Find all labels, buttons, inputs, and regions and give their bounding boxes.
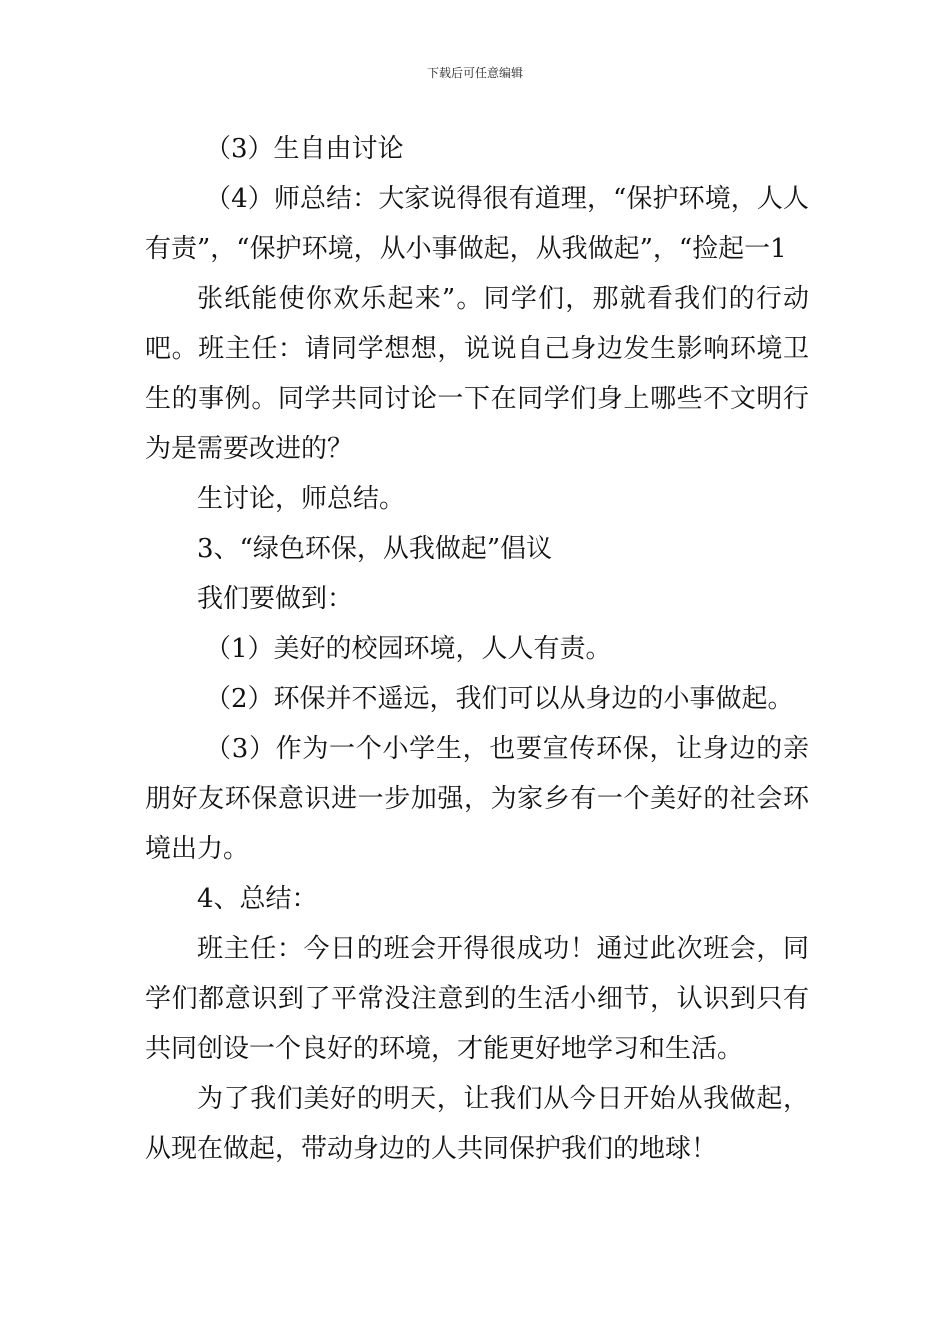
paragraph-closing-remarks: 班主任：今日的班会开得很成功！通过此次班会，同学们都意识到了平常没注意到的生活小细节，认识到只有共同创设一个良好的环境，才能更好地学习和生活。	[145, 934, 809, 1064]
list-item-2: （2）环保并不遥远，我们可以从身边的小事做起。	[205, 684, 794, 714]
paragraph-student-discussion: 生讨论，师总结。	[197, 484, 406, 514]
paragraph-final-call: 为了我们美好的明天，让我们从今日开始从我做起，从现在做起，带动身边的人共同保护我们的地球！	[145, 1084, 809, 1164]
paragraph-discussion: （3）生自由讨论	[205, 134, 404, 164]
list-item-1: （1）美好的校园环境，人人有责。	[205, 634, 612, 664]
document-body	[145, 124, 809, 1174]
page-header-note: 下载后可任意编辑	[426, 66, 523, 80]
paragraph-homeroom-teacher: 张纸能使你欢乐起来”。同学们，那就看我们的行动吧。班主任：请同学想想，说说自己身边发生影响环境卫生的事例。同学共同讨论一下在同学们身上哪些不文明行为是需要改进的？	[145, 284, 809, 464]
list-item-3: （3）作为一个小学生，也要宣传环保，让身边的亲朋好友环保意识进一步加强，为家乡有一个美好的社会环境出力。	[145, 734, 809, 864]
paragraph-teacher-summary: （4）师总结：大家说得很有道理，“保护环境，人人有责”，“保护环境，从小事做起，从我做起”，“捡起一1	[145, 184, 809, 264]
paragraph-summary-heading: 4、总结：	[197, 884, 318, 914]
paragraph-proposal-heading: 3、“绿色环保，从我做起”倡议	[197, 534, 553, 564]
paragraph-we-should: 我们要做到：	[197, 584, 354, 614]
